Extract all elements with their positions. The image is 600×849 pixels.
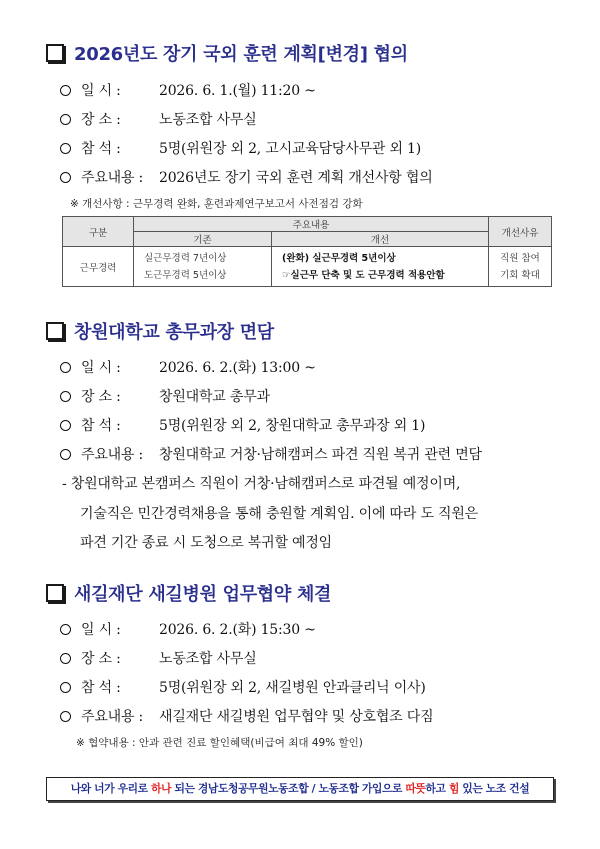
checkbox-icon	[46, 584, 64, 602]
agreement-note: ※ 협약내용 : 안과 관련 진료 할인혜택(비급여 최대 49% 할인)	[76, 737, 363, 749]
circle-bullet-icon	[60, 114, 71, 125]
union-slogan-banner: 나와 너가 우리로 하나 되는 경남도청공무원노동조합 / 노동조합 가입으로 따뜻하고 힘 있는 노조 건설	[46, 777, 554, 801]
item-attendees-2: 참 석 : 5명(위원장 외 2, 창원대학교 총무과장 외 1)	[58, 415, 425, 435]
item-place-3: 장 소 : 노동조합 사무실	[58, 648, 257, 668]
item-place-1: 장 소 : 노동조합 사무실	[58, 109, 257, 129]
circle-bullet-icon	[60, 449, 71, 460]
detail-line-3: 파견 기간 종료 시 도청으로 복귀할 예정임	[80, 535, 333, 551]
improvement-table	[62, 216, 552, 287]
item-content-3: 주요내용 : 새길재단 새길병원 업무협약 및 상호협조 다짐	[58, 706, 433, 726]
item-attendees-3: 참 석 : 5명(위원장 외 2, 새길병원 안과클리닉 이사)	[58, 677, 426, 697]
improvement-note: ※ 개선사항 : 근무경력 완화, 훈련과제연구보고서 사전점검 강화	[70, 198, 363, 210]
circle-bullet-icon	[60, 143, 71, 154]
detail-line-1: - 창원대학교 본캠퍼스 직원이 거창·남해캠퍼스로 파견될 예정이며,	[62, 476, 461, 492]
circle-bullet-icon	[60, 624, 71, 635]
checkbox-icon	[46, 44, 64, 62]
cell-reason: 직원 참여 기회 확대	[489, 247, 552, 287]
section-title-1: 2026년도 장기 국외 훈련 계획[변경] 협의	[46, 40, 408, 66]
circle-bullet-icon	[60, 391, 71, 402]
table-row	[63, 247, 552, 287]
checkbox-icon	[46, 322, 64, 340]
circle-bullet-icon	[60, 682, 71, 693]
section-title-2: 창원대학교 총무과장 면담	[46, 318, 274, 344]
circle-bullet-icon	[60, 711, 71, 722]
cell-after: (완화) 실근무경력 5년이상 ☞실근무 단축 및 도 근무경력 적용안함	[272, 247, 489, 287]
header-reason: 개선사유	[489, 217, 552, 247]
item-attendees-1: 참 석 : 5명(위원장 외 2, 고시교육담당사무관 외 1)	[58, 138, 421, 158]
header-after: 개선	[272, 232, 489, 247]
section-title-3: 새길재단 새길병원 업무협약 체결	[46, 580, 331, 606]
header-main-content: 주요내용	[134, 217, 489, 232]
item-date-1: 일 시 : 2026. 6. 1.(월) 11:20 ~	[58, 80, 316, 100]
item-place-2: 장 소 : 창원대학교 총무과	[58, 386, 270, 406]
circle-bullet-icon	[60, 420, 71, 431]
item-date-2: 일 시 : 2026. 6. 2.(화) 13:00 ~	[58, 357, 316, 377]
item-content-2: 주요내용 : 창원대학교 거창·남해캠퍼스 파견 직원 복귀 관련 면담	[58, 444, 482, 464]
circle-bullet-icon	[60, 653, 71, 664]
header-category: 구분	[63, 217, 134, 247]
circle-bullet-icon	[60, 85, 71, 96]
cell-before: 실근무경력 7년이상 도근무경력 5년이상	[134, 247, 272, 287]
item-date-3: 일 시 : 2026. 6. 2.(화) 15:30 ~	[58, 619, 316, 639]
header-before: 기존	[134, 232, 272, 247]
item-content-1: 주요내용 : 2026년도 장기 국외 훈련 계획 개선사항 협의	[58, 167, 433, 187]
detail-line-2: 기술직은 민간경력채용을 통해 충원할 계획임. 이에 따라 도 직원은	[80, 506, 478, 522]
circle-bullet-icon	[60, 362, 71, 373]
circle-bullet-icon	[60, 172, 71, 183]
row-category: 근무경력	[63, 247, 134, 287]
